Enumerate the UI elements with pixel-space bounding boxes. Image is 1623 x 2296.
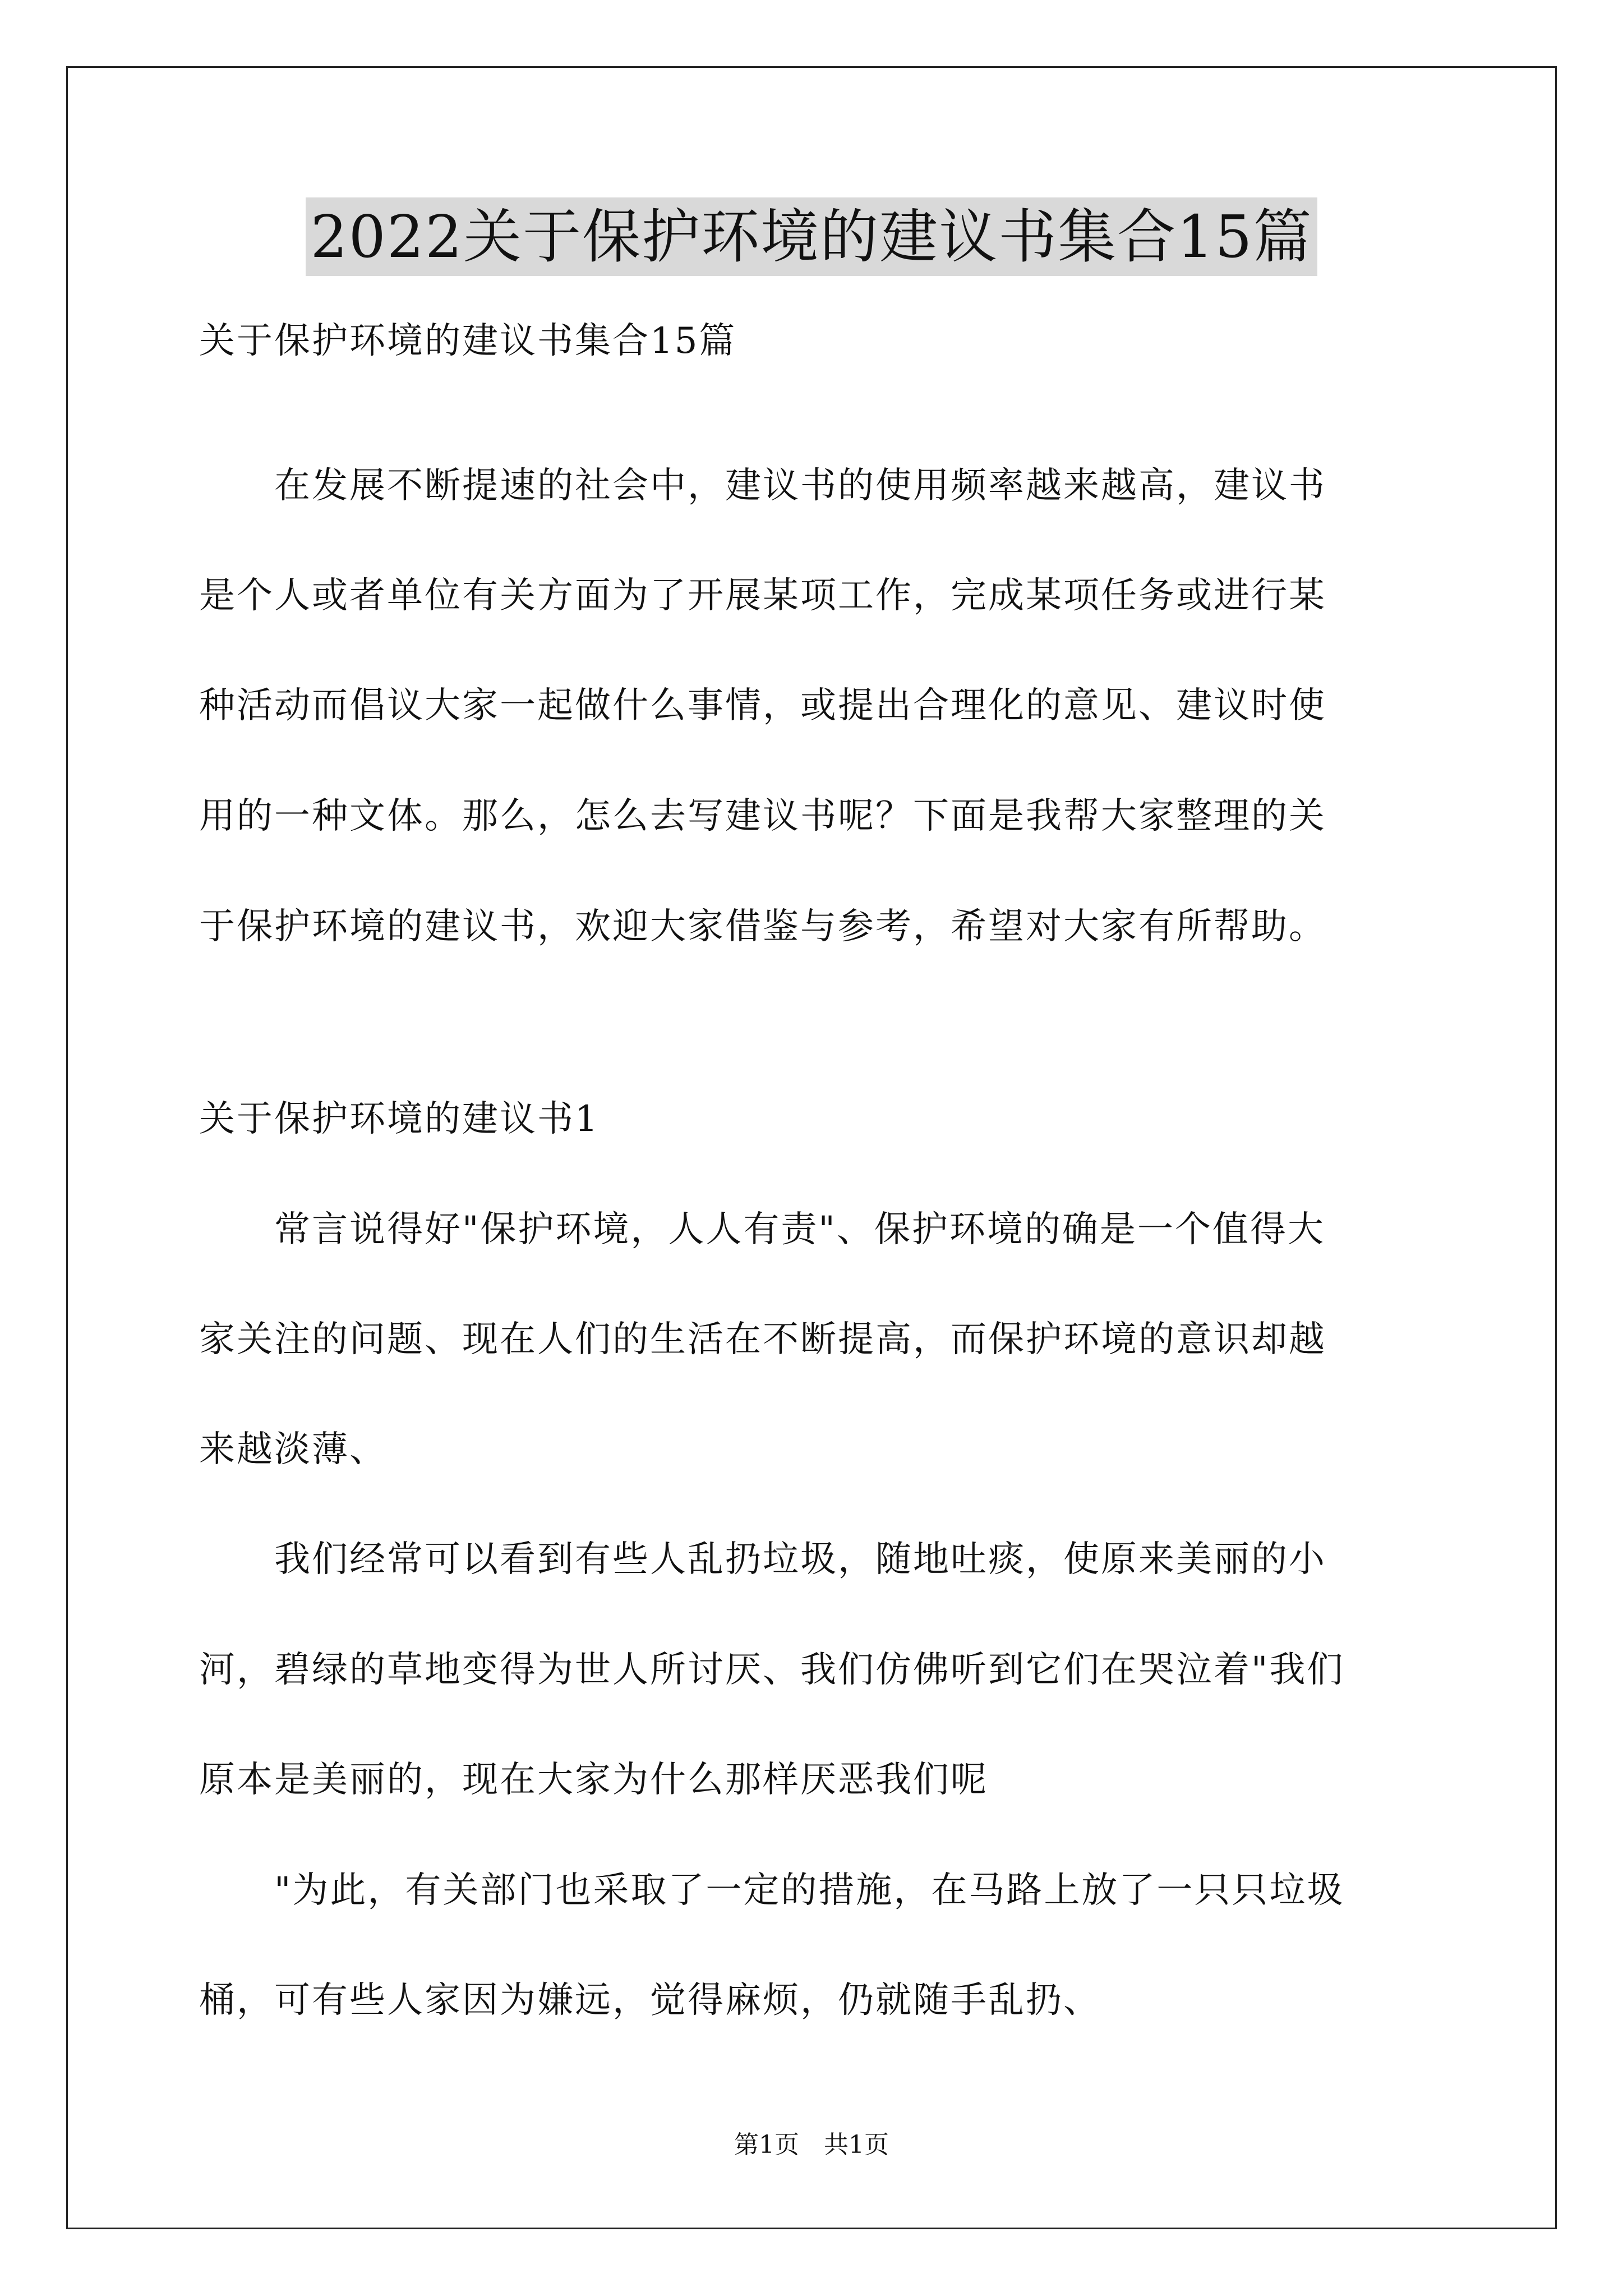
paragraph-line: 来越淡薄、 (199, 1429, 387, 1470)
paragraph-line: 我们经常可以看到有些人乱扔垃圾，随地吐痰，使原来美丽的小 (199, 1539, 1326, 1580)
document-title: 2022关于保护环境的建议书集合15篇 (306, 197, 1317, 276)
paragraph-line: 常言说得好"保护环境，人人有责"、保护环境的确是一个值得大 (199, 1209, 1325, 1250)
paragraph-line: 桶，可有些人家因为嫌远，觉得麻烦，仍就随手乱扔、 (199, 1980, 1101, 2021)
subtitle-line: 关于保护环境的建议书集合15篇 (199, 320, 737, 362)
paragraph-line: 河，碧绿的草地变得为世人所讨厌、我们仿佛听到它们在哭泣着"我们 (199, 1649, 1345, 1691)
paragraph-line: "为此，有关部门也采取了一定的措施，在马路上放了一只只垃圾 (199, 1870, 1345, 1911)
paragraph-line: 是个人或者单位有关方面为了开展某项工作，完成某项任务或进行某 (199, 575, 1326, 616)
paragraph-line: 在发展不断提速的社会中，建议书的使用频率越来越高，建议书 (199, 465, 1326, 507)
paragraph-line: 种活动而倡议大家一起做什么事情，或提出合理化的意见、建议时使 (199, 685, 1326, 726)
paragraph-line: 原本是美丽的，现在大家为什么那样厌恶我们呢 (199, 1759, 988, 1801)
section-heading: 关于保护环境的建议书1 (199, 1098, 600, 1140)
title-container (0, 197, 1623, 276)
paragraph-line: 家关注的问题、现在人们的生活在不断提高，而保护环境的意识却越 (199, 1319, 1326, 1360)
page-footer: 第1页 共1页 (734, 2131, 889, 2159)
paragraph-line: 于保护环境的建议书，欢迎大家借鉴与参考，希望对大家有所帮助。 (199, 906, 1326, 947)
paragraph-line: 用的一种文体。那么，怎么去写建议书呢？下面是我帮大家整理的关 (199, 795, 1326, 837)
